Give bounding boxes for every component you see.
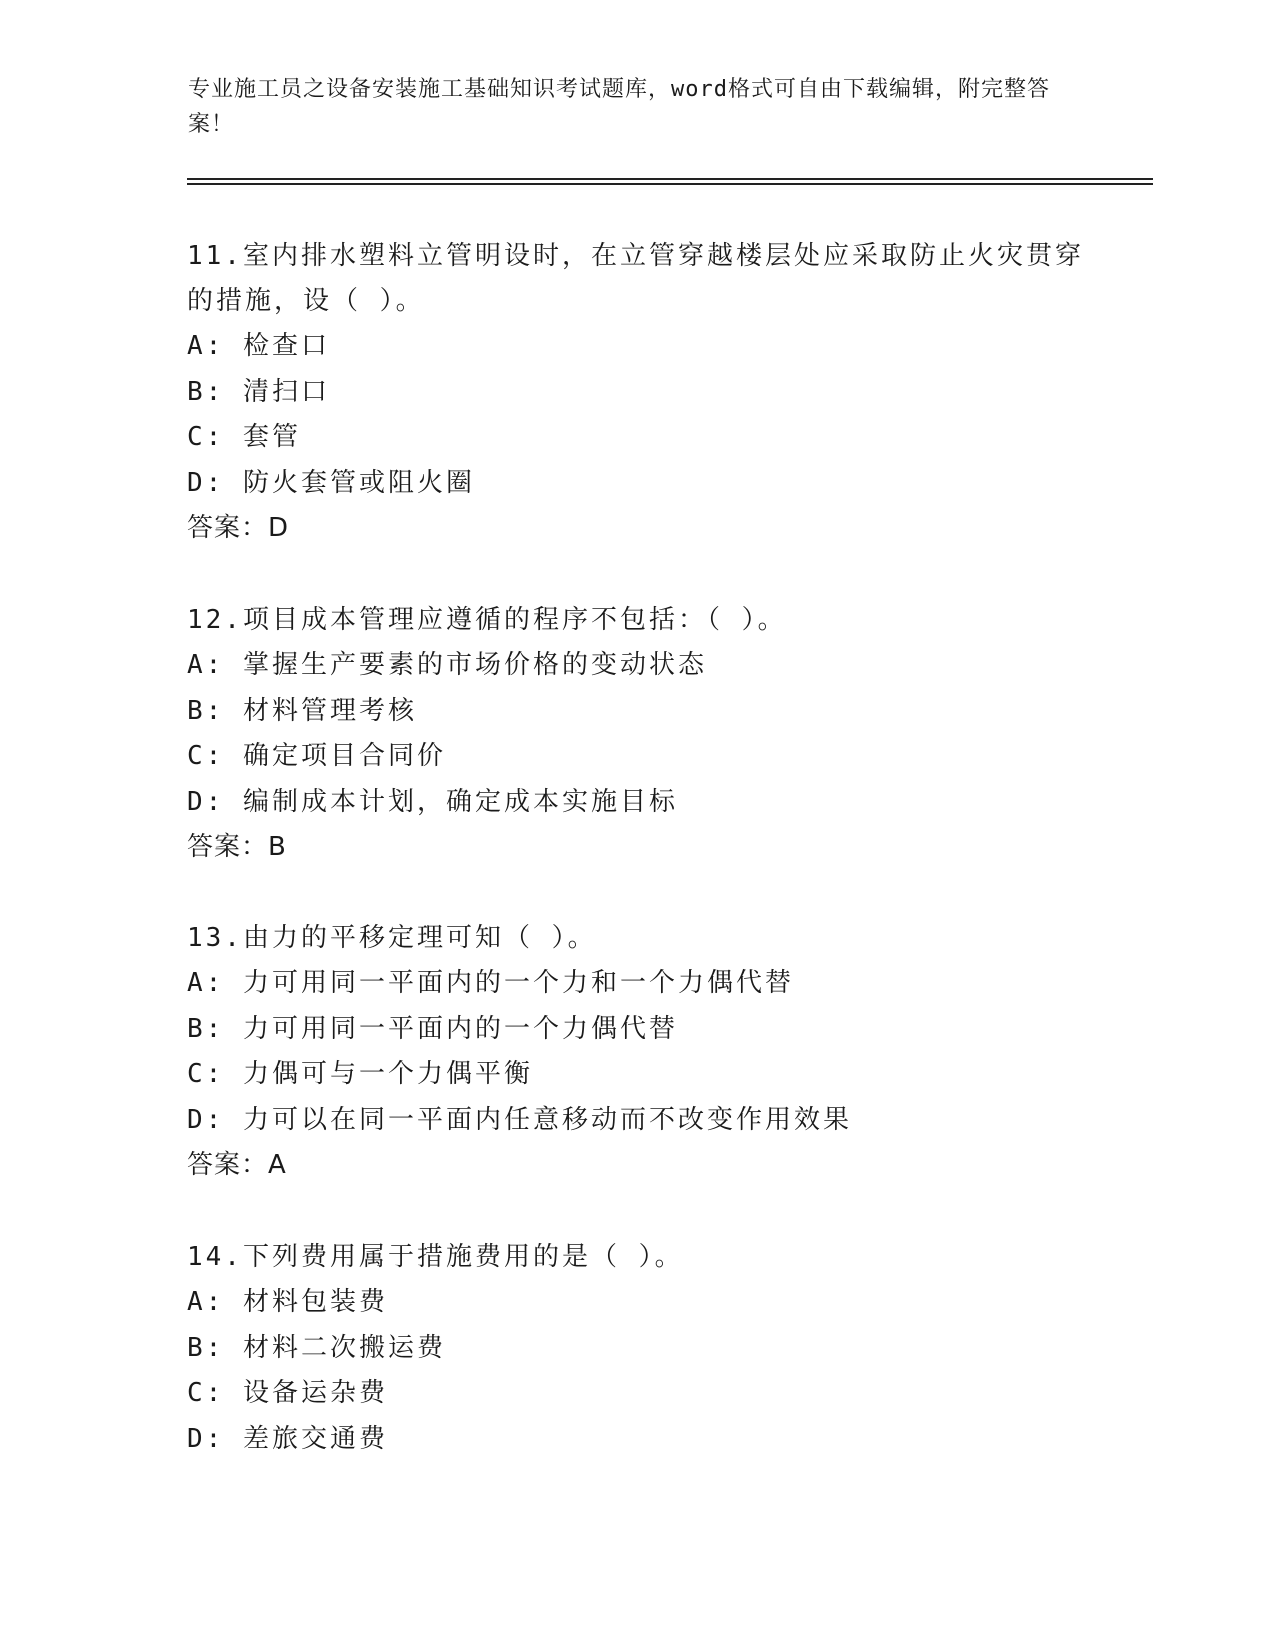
question-stem: 13.由力的平移定理可知（ ）。 xyxy=(187,923,597,953)
document-header: 专业施工员之设备安装施工基础知识考试题库，word格式可自由下载编辑，附完整答案！ xyxy=(188,77,1050,137)
option-d: D: 差旅交通费 xyxy=(187,1423,388,1454)
answer: 答案：B xyxy=(187,832,287,862)
question-14 xyxy=(187,1235,1087,1462)
header-divider-bottom xyxy=(187,183,1153,185)
question-12 xyxy=(187,598,1087,870)
question-stem: 14.下列费用属于措施费用的是（ ）。 xyxy=(187,1242,684,1272)
option-b: B: 清扫口 xyxy=(187,376,330,407)
option-b: B: 力可用同一平面内的一个力偶代替 xyxy=(187,1013,678,1044)
header-divider-top xyxy=(187,178,1153,180)
question-stem: 11.室内排水塑料立管明设时，在立管穿越楼层处应采取防止火灾贯穿的措施，设（ ）。 xyxy=(187,241,1084,316)
option-a: A: 检查口 xyxy=(187,331,330,361)
option-d: D: 编制成本计划，确定成本实施目标 xyxy=(187,786,678,817)
option-b: B: 材料管理考核 xyxy=(187,695,417,726)
option-c: C: 确定项目合同价 xyxy=(187,741,446,771)
option-a: A: 掌握生产要素的市场价格的变动状态 xyxy=(187,650,707,680)
option-b: B: 材料二次搬运费 xyxy=(187,1332,446,1363)
option-d: D: 防火套管或阻火圈 xyxy=(187,467,475,498)
option-c: C: 套管 xyxy=(187,422,301,452)
option-d: D: 力可以在同一平面内任意移动而不改变作用效果 xyxy=(187,1104,852,1135)
question-13 xyxy=(187,916,1087,1188)
answer: 答案：D xyxy=(187,513,290,543)
option-c: C: 力偶可与一个力偶平衡 xyxy=(187,1059,533,1089)
question-11 xyxy=(187,234,1087,551)
question-stem: 12.项目成本管理应遵循的程序不包括：（ ）。 xyxy=(187,605,787,635)
option-c: C: 设备运杂费 xyxy=(187,1378,388,1408)
option-a: A: 材料包装费 xyxy=(187,1287,388,1317)
option-a: A: 力可用同一平面内的一个力和一个力偶代替 xyxy=(187,968,794,998)
answer: 答案：A xyxy=(187,1150,287,1180)
